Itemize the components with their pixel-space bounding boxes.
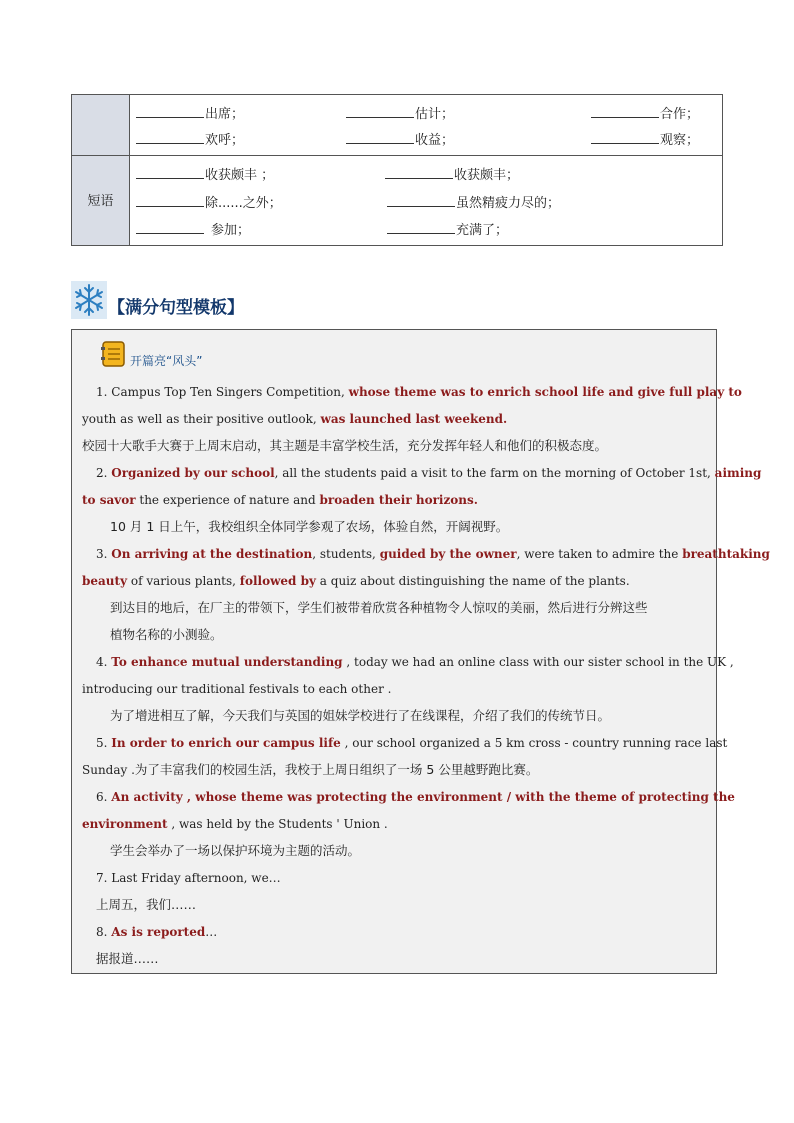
vocab-item: 估计； <box>346 103 454 122</box>
sentence-2-translation: 10 月 1 日上午，我校组织全体同学参观了农场，体验自然，开阔视野。 <box>110 519 509 534</box>
phrase-item: 虽然精疲力尽的； <box>387 192 560 211</box>
answer-blank[interactable] <box>591 131 659 144</box>
phrase-item: 充满了； <box>387 219 508 238</box>
sentence-3-translation-2: 植物名称的小测验。 <box>110 627 223 642</box>
sentence-7: 7. Last Friday afternoon, we… <box>96 871 281 885</box>
vocab-row-words <box>72 95 722 156</box>
notebook-icon <box>100 340 126 368</box>
vocab-table <box>71 94 723 246</box>
phrase-item: 收获颇丰； <box>385 164 519 183</box>
phrase-item: 除......之外； <box>136 192 282 211</box>
sentence-8: 8. As is reported… <box>96 925 218 939</box>
sentence-5-line-1: 5. In order to enrich our campus life , our school organized a 5 km cross - country running race last <box>96 736 728 750</box>
sentence-6-line-2: environment , was held by the Students ' Union . <box>82 817 388 831</box>
sentence-2-line-1: 2. Organized by our school, all the students paid a visit to the farm on the morning of October 1st, aiming <box>96 466 762 480</box>
sentence-4-translation: 为了增进相互了解，今天我们与英国的姐妹学校进行了在线课程，介绍了我们的传统节日。 <box>110 708 611 723</box>
section-title: 【满分句型模板】 <box>108 298 244 318</box>
answer-blank[interactable] <box>387 221 455 234</box>
sentence-1-line-1: 1. Campus Top Ten Singers Competition, whose theme was to enrich school life and give full play to <box>96 385 742 399</box>
answer-blank[interactable] <box>136 194 204 207</box>
answer-blank[interactable] <box>136 131 204 144</box>
vocab-item: 收益； <box>346 129 454 148</box>
sentence-8-translation: 据报道…… <box>96 951 159 966</box>
vocab-item: 欢呼； <box>136 129 244 148</box>
sentence-5-line-2: Sunday .为了丰富我们的校园生活，我校于上周日组织了一场 5 公里越野跑比赛。 <box>82 762 539 777</box>
sentence-1-translation: 校园十大歌手大赛于上周末启动，其主题是丰富学校生活，充分发挥年轻人和他们的积极态度。 <box>82 438 608 453</box>
sentence-6-translation: 学生会举办了一场以保护环境为主题的活动。 <box>110 843 361 858</box>
sentence-1-line-2: youth as well as their positive outlook, was launched last weekend. <box>82 412 508 426</box>
row-label-cell <box>72 95 130 155</box>
row-label-cell <box>72 156 130 245</box>
answer-blank[interactable] <box>346 131 414 144</box>
template-box <box>71 329 770 974</box>
sentence-7-translation: 上周五，我们…… <box>96 897 197 912</box>
answer-blank[interactable] <box>136 166 204 179</box>
sentence-3-translation-1: 到达目的地后，在厂主的带领下，学生们被带着欣赏各种植物令人惊叹的美丽，然后进行分辨这些 <box>110 600 648 615</box>
sentence-3-line-2: beauty of various plants, followed by a quiz about distinguishing the name of the plants. <box>82 574 630 588</box>
vocab-row-phrases <box>72 156 722 245</box>
answer-blank[interactable] <box>136 105 204 118</box>
sentence-3-line-1: 3. On arriving at the destination, students, guided by the owner, were taken to admire the breathtaking <box>96 547 770 561</box>
answer-blank[interactable] <box>591 105 659 118</box>
subsection-title: 开篇亮“风头” <box>130 354 203 368</box>
answer-blank[interactable] <box>136 221 204 234</box>
sentence-6-line-1: 6. An activity , whose theme was protecting the environment / with the theme of protecting the <box>96 790 735 804</box>
answer-blank[interactable] <box>387 194 455 207</box>
answer-blank[interactable] <box>385 166 453 179</box>
phrase-item: 收获颇丰 ； <box>136 164 274 183</box>
vocab-item: 观察； <box>591 129 699 148</box>
vocab-item: 合作； <box>591 103 699 122</box>
snowflake-icon <box>71 281 107 319</box>
row-label: 短语 <box>87 194 114 209</box>
sentence-4-line-2: introducing our traditional festivals to each other . <box>82 682 392 696</box>
sentence-2-line-2: to savor the experience of nature and broaden their horizons. <box>82 493 478 507</box>
answer-blank[interactable] <box>346 105 414 118</box>
sentence-4-line-1: 4. To enhance mutual understanding , today we had an online class with our sister school in the UK , <box>96 655 734 669</box>
phrase-item: 参加； <box>136 219 250 238</box>
vocab-item: 出席； <box>136 103 244 122</box>
